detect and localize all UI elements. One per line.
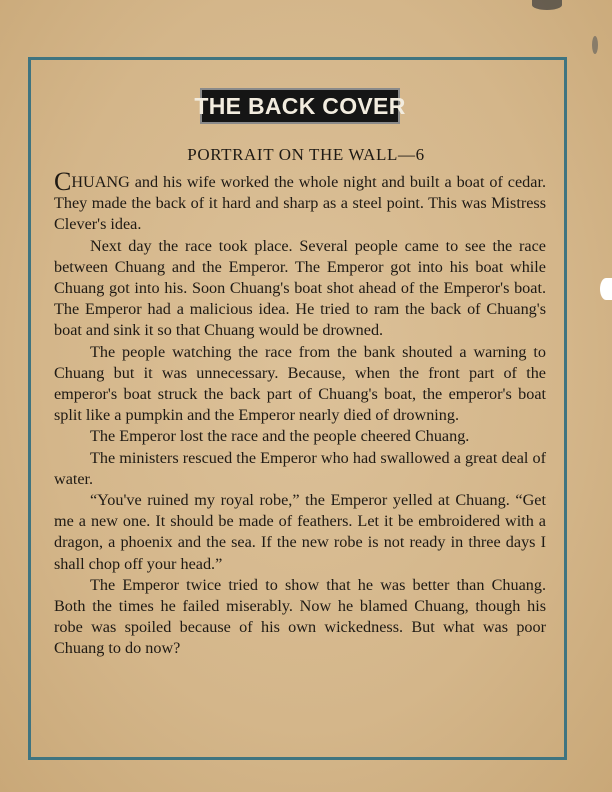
story-paragraph: The Emperor lost the race and the people cheered Chuang.	[90, 427, 470, 446]
story-paragraph: The people watching the race from the bank shouted a warning to Chuang but it was unnecessary. Because, when the front part of the emperor's boat struck the back part of Chuang's boat, the emperor's boat split like a pumpkin and the Emperor nearly died of drowning.	[54, 342, 546, 425]
story-body	[54, 167, 546, 660]
story-paragraph: The Emperor twice tried to show that he was better than Chuang. Both the times he failed miserably. Now he blamed Chuang, though his robe was spoiled because of his own wickedness. But what was poor Chuang to do now?	[54, 575, 546, 658]
drop-cap-continuation: HUANG	[71, 173, 130, 191]
story-paragraph	[54, 167, 546, 236]
header-banner	[194, 88, 406, 124]
story-paragraph: “You've ruined my royal robe,” the Emperor yelled at Chuang. “Get me a new one. It should be made of feathers. Let it be embroidered with a dragon, a phoenix and the sea. If the new robe is not ready in three days I shall chop off your head.”	[54, 491, 546, 573]
ink-smudge	[592, 36, 598, 54]
drop-cap: C	[54, 167, 72, 196]
story-paragraph: The ministers rescued the Emperor who had swallowed a great deal of water.	[54, 448, 546, 488]
paragraph-text: and his wife worked the whole night and built a boat of cedar. They made the back of it hard and sharp as a steel point. This was Mistress Clever's idea.	[54, 173, 546, 234]
story-paragraph: Next day the race took place. Several people came to see the race between Chuang and the Emperor. The Emperor got into his boat while Chuang got into his. Soon Chuang's boat shot ahead of the Emperor's boat. The Emperor had a malicious idea. He tried to ram the back of Chuang's boat and sink it so that Chuang would be drowned.	[54, 236, 546, 340]
story-subtitle: PORTRAIT ON THE WALL—6	[187, 145, 425, 164]
page-edge-tear	[600, 278, 612, 300]
ink-stain	[532, 0, 562, 10]
banner-title: THE BACK COVER	[194, 92, 406, 119]
